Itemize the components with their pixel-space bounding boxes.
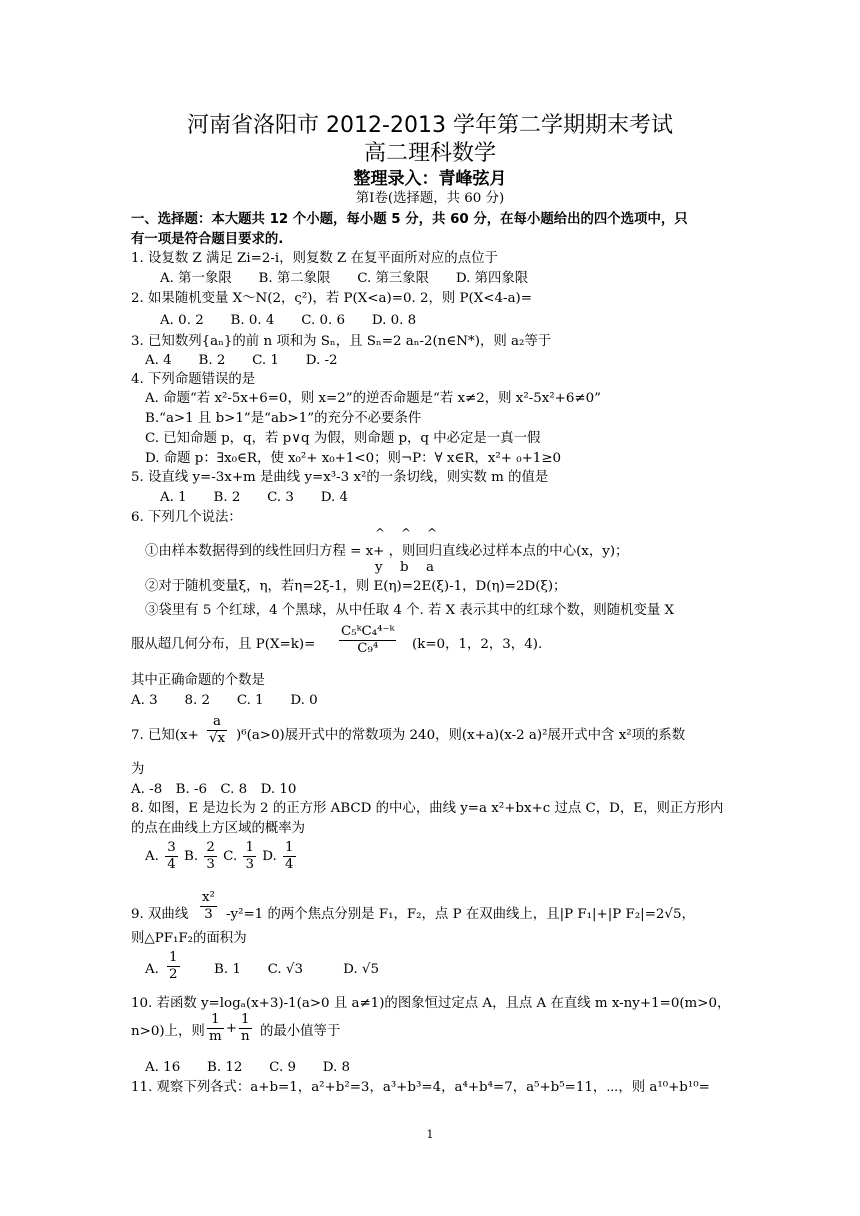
opt-b-label: B. bbox=[184, 849, 199, 864]
q5-options: A. 1 B. 2 C. 3 D. 4 bbox=[160, 490, 349, 505]
q3-options: A. 4 B. 2 C. 1 D. -2 bbox=[145, 353, 338, 368]
comb-num: C₅ᵏC₄⁴⁻ᵏ bbox=[341, 624, 395, 639]
q8-options bbox=[145, 840, 298, 873]
q9-option-a-label: A. bbox=[145, 962, 159, 977]
opt-d-num: 1 bbox=[285, 840, 294, 855]
frac-n-den: n bbox=[240, 1029, 250, 1044]
section-heading: 第Ⅰ卷(选择题，共 60 分) bbox=[355, 191, 505, 206]
q6-statement-3: ③袋里有 5 个红球，4 个黑球，从中任取 4 个. 若 X 表示其中的红球个数，则随机变量 X bbox=[145, 603, 675, 618]
q6-question: 其中正确命题的个数是 bbox=[131, 673, 265, 688]
opt-b-den: 3 bbox=[206, 857, 215, 872]
q2: 2. 如果随机变量 X～N(2，ς²)，若 P(X<a)=0. 2，则 P(X<4-a)= bbox=[131, 291, 532, 306]
opt-d-label: D. bbox=[262, 849, 277, 864]
opt-d-den: 4 bbox=[285, 857, 294, 872]
exam-title: 河南省洛阳市 2012-2013 学年第二学期期末考试 bbox=[187, 113, 673, 138]
half-den: 2 bbox=[169, 967, 178, 982]
q6-statement-3b: 服从超几何分布，且 P(X=k)= bbox=[131, 637, 316, 652]
intro-line-2: 有一项是符合题目要求的. bbox=[131, 232, 284, 247]
frac-m-num: 1 bbox=[207, 1012, 224, 1029]
opt-c-num: 1 bbox=[245, 840, 254, 855]
q11: 11. 观察下列各式：a+b=1，a²+b²=3，a³+b³=4，a⁴+b⁴=7，a⁵+b⁵=11，⋯，则 a¹⁰+b¹⁰= bbox=[131, 1080, 710, 1095]
opt-b-num: 2 bbox=[206, 840, 215, 855]
q9-options: B. 1 C. √3 D. √5 bbox=[214, 962, 379, 977]
q4-option-a: A. 命题“若 x²-5x+6=0，则 x=2”的逆否命题是“若 x≠2，则 x²-5x²+6≠0” bbox=[145, 391, 601, 406]
intro-line-1: 一、选择题：本大题共 12 个小题，每小题 5 分，共 60 分，在每小题给出的四个选项中，只 bbox=[131, 212, 688, 227]
q7-fraction bbox=[205, 714, 229, 747]
plus-sign: + bbox=[225, 1021, 237, 1036]
hat-y: ^ bbox=[375, 526, 386, 540]
opt-a-label: A. bbox=[145, 849, 159, 864]
q6-statement-2: ②对于随机变量ξ，η，若η=2ξ-1，则 E(η)=2E(ξ)-1，D(η)=2D(ξ)； bbox=[145, 579, 567, 594]
opt-a-num: 3 bbox=[167, 840, 176, 855]
q7-part-2: )⁶(a>0)展开式中的常数项为 240，则(x+a)(x-2 a)²展开式中含 x²项的系数 bbox=[236, 728, 686, 743]
hat-a: ^ bbox=[427, 526, 438, 540]
q9-part-2: -y²=1 的两个焦点分别是 F₁，F₂，点 P 在双曲线上，且|P F₁|+|P F₂|=2√5， bbox=[226, 907, 695, 922]
q9-half-fraction bbox=[165, 950, 182, 983]
q4-option-b: B.“a>1 且 b>1”是“ab>1”的充分不必要条件 bbox=[145, 411, 422, 426]
q8-cont: 的点在曲线上方区域的概率为 bbox=[131, 821, 306, 836]
q1: 1. 设复数 Z 满足 Zi=2-i，则复数 Z 在复平面所对应的点位于 bbox=[131, 251, 498, 266]
frac-num-a: a bbox=[207, 714, 227, 731]
q4-option-d: D. 命题 p：∃x₀∈R，使 x₀²+ x₀+1<0；则¬P：∀ x∈R，x²+ ₀+1≥0 bbox=[145, 451, 562, 466]
q6: 6. 下列几个说法： bbox=[131, 510, 242, 525]
q1-options: A. 第一象限 B. 第二象限 C. 第三象限 D. 第四象限 bbox=[160, 271, 529, 286]
hat-b: ^ bbox=[401, 526, 412, 540]
q8: 8. 如图，E 是边长为 2 的正方形 ABCD 的中心，曲线 y=a x²+bx+c 过点 C，D，E，则正方形内 bbox=[131, 801, 724, 816]
q3: 3. 已知数列{aₙ}的前 n 项和为 Sₙ，且 Sₙ=2 aₙ-2(n∈N*)，则 a₂等于 bbox=[131, 334, 552, 349]
frac-3: 3 bbox=[204, 907, 213, 922]
editor-credit: 整理录入：青峰弦月 bbox=[353, 169, 507, 189]
q9-part-1: 9. 双曲线 bbox=[131, 907, 189, 922]
q4: 4. 下列命题错误的是 bbox=[131, 372, 256, 387]
q6-statement-3c: (k=0，1，2，3，4). bbox=[412, 637, 543, 652]
q7-options: A. -8 B. -6 C. 8 D. 10 bbox=[131, 782, 297, 797]
comb-den: C₉⁴ bbox=[357, 641, 379, 656]
var-a: a bbox=[426, 560, 434, 575]
opt-c-den: 3 bbox=[245, 857, 254, 872]
q6-statement-1: ①由样本数据得到的线性回归方程 = x+ ，则回归直线必过样本点的中心(x，y)； bbox=[145, 544, 629, 559]
q10-cont-1: n>0)上，则 bbox=[131, 1024, 205, 1039]
frac-m-den: m bbox=[209, 1029, 222, 1044]
q2-options: A. 0. 2 B. 0. 4 C. 0. 6 D. 0. 8 bbox=[160, 313, 417, 328]
q6-options: A. 3 8. 2 C. 1 D. 0 bbox=[131, 693, 318, 708]
var-y: y bbox=[375, 560, 383, 575]
var-b: b bbox=[400, 560, 409, 575]
frac-den-sqrtx: √x bbox=[209, 731, 226, 746]
frac-n-num: 1 bbox=[239, 1012, 252, 1029]
frac-x2: x² bbox=[202, 890, 215, 905]
q10-options: A. 16 B. 12 C. 9 D. 8 bbox=[145, 1060, 351, 1075]
combination-fraction bbox=[337, 624, 398, 657]
q9-part-3: 则△PF₁F₂的面积为 bbox=[131, 931, 247, 946]
exam-subject: 高二理科数学 bbox=[363, 141, 496, 166]
q10-cont-2: 的最小值等于 bbox=[260, 1024, 341, 1039]
page-number: 1 bbox=[426, 1128, 434, 1141]
q7-part-1: 7. 已知(x+ bbox=[131, 728, 199, 743]
opt-c-label: C. bbox=[223, 849, 238, 864]
q7-part-3: 为 bbox=[131, 762, 145, 777]
q9-fraction bbox=[198, 890, 219, 923]
q4-option-c: C. 已知命题 p，q，若 p∨q 为假，则命题 p，q 中必定是一真一假 bbox=[145, 431, 541, 446]
q10: 10. 若函数 y=logₐ(x+3)-1(a>0 且 a≠1)的图象恒过定点 A，且点 A 在直线 m x-ny+1=0(m>0， bbox=[131, 996, 731, 1011]
q5: 5. 设直线 y=-3x+m 是曲线 y=x³-3 x²的一条切线，则实数 m 的值是 bbox=[131, 470, 549, 485]
half-num: 1 bbox=[169, 950, 178, 965]
q10-fraction bbox=[205, 1012, 254, 1045]
opt-a-den: 4 bbox=[167, 857, 176, 872]
